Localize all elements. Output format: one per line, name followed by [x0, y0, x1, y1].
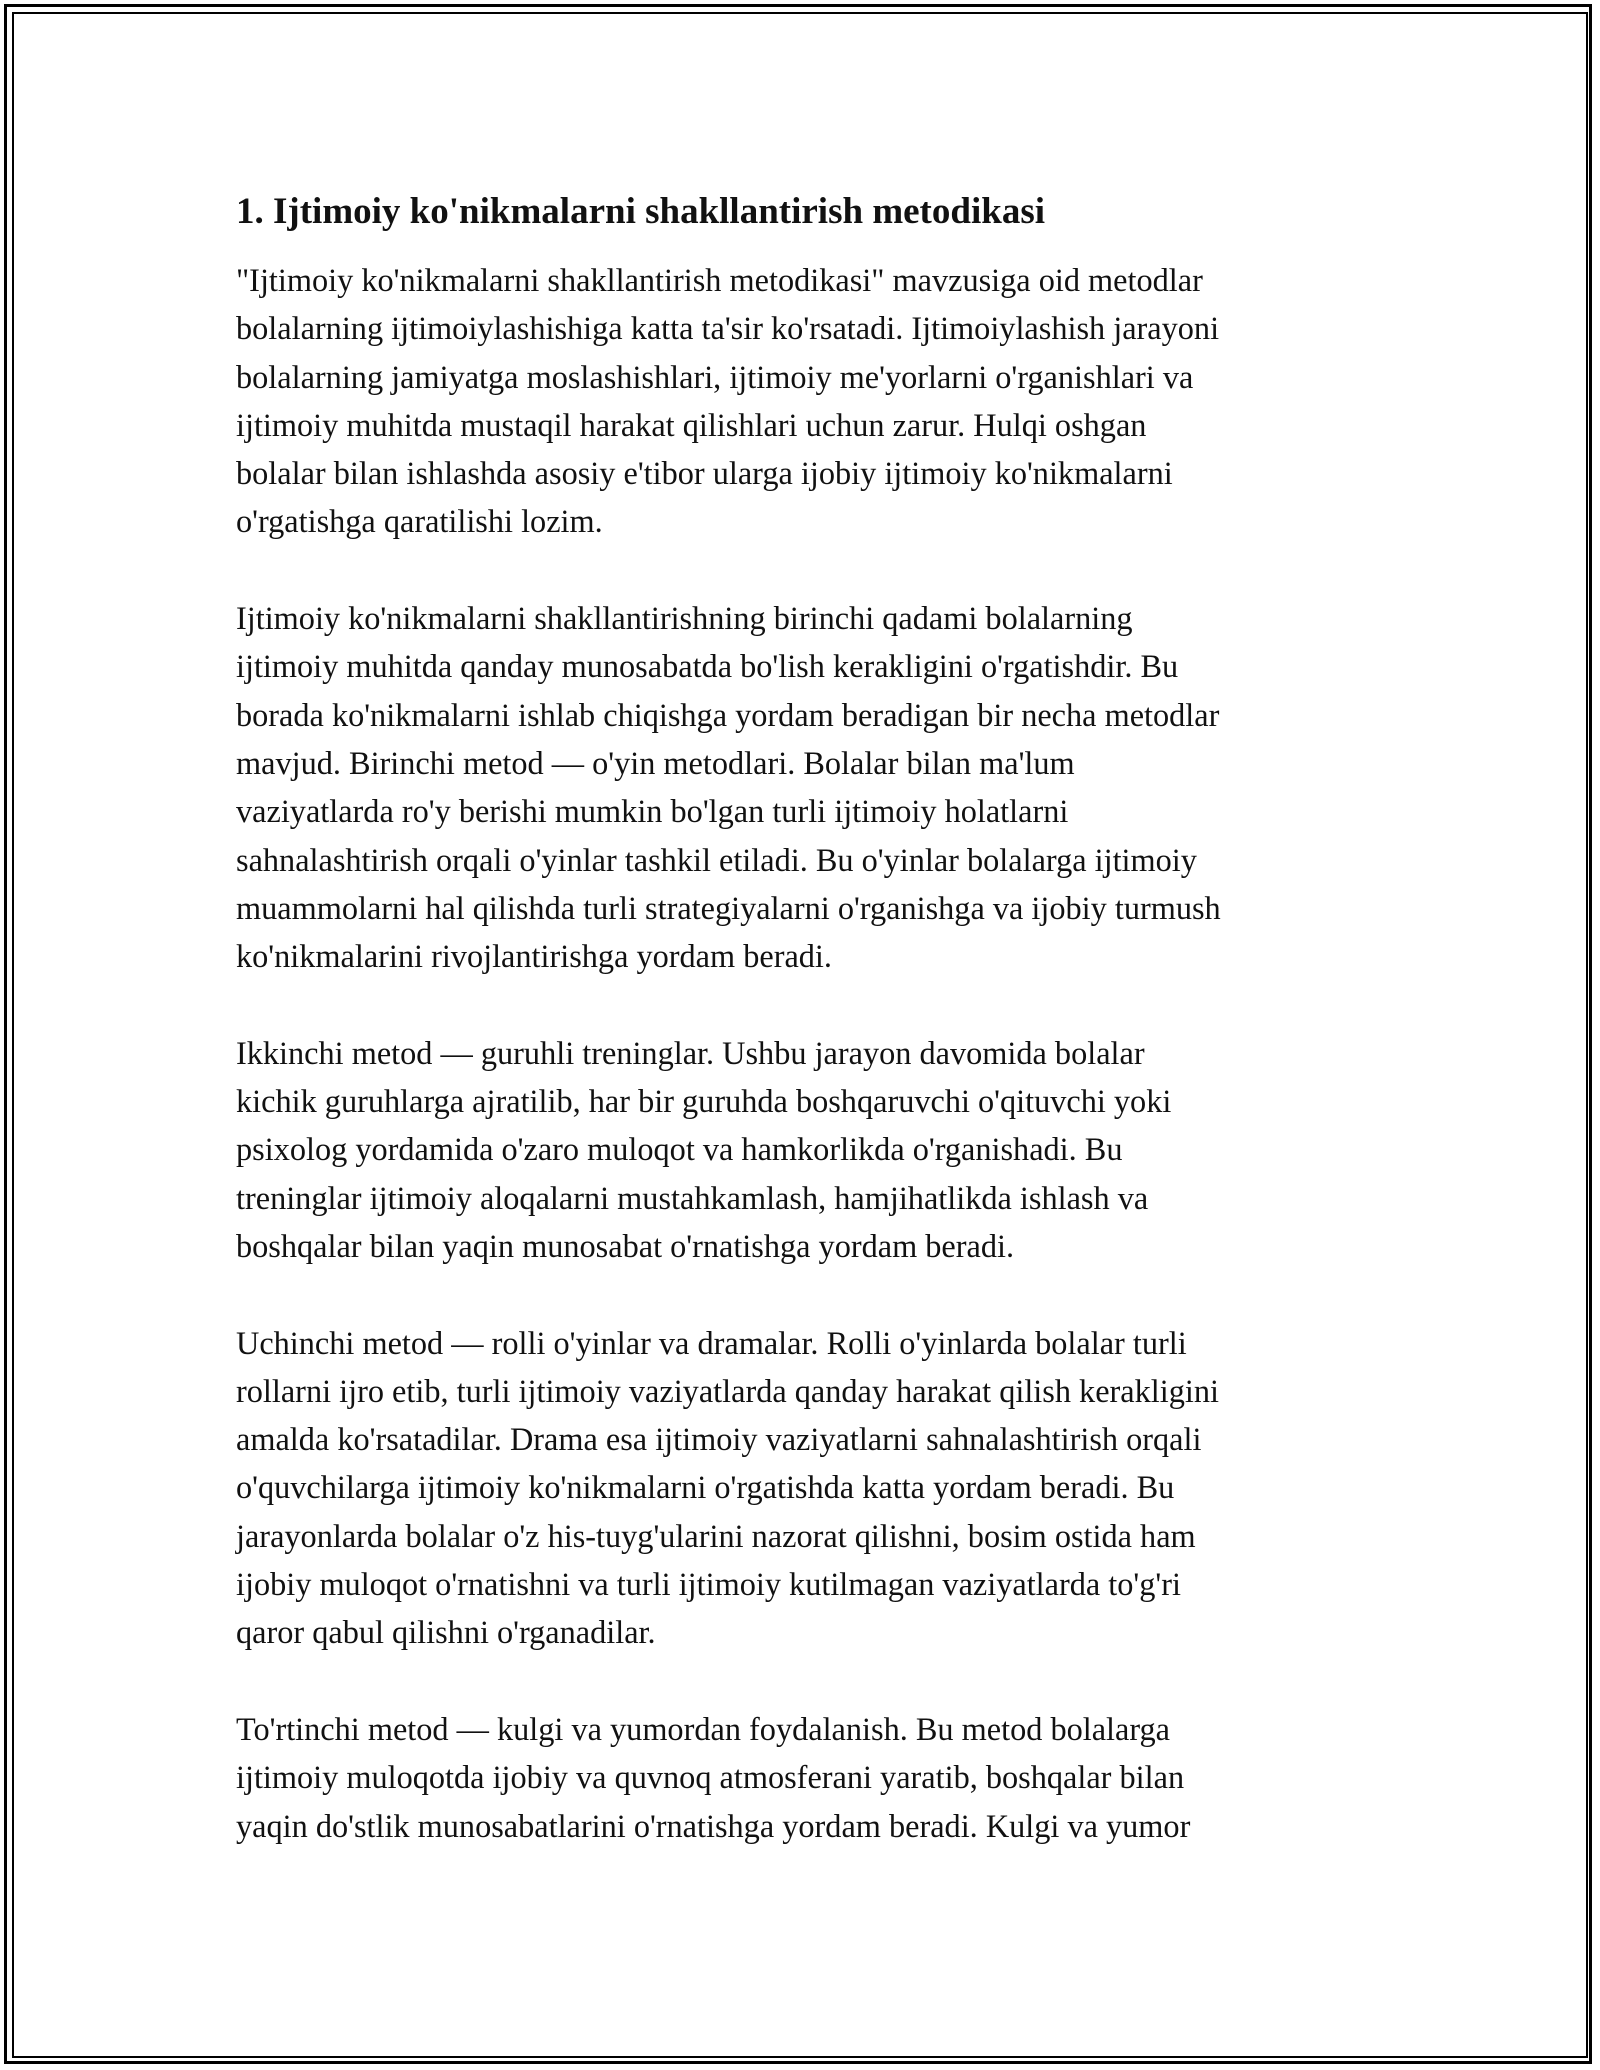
- paragraph-3: [236, 1029, 1366, 1270]
- text-line: Ikkinchi metod — guruhli treninglar. Ushbu jarayon davomida bolalar: [236, 1034, 1145, 1071]
- text-line: "Ijtimoiy ko'nikmalarni shakllantirish metodikasi" mavzusiga oid metodlar: [236, 262, 1203, 298]
- text-line: qaror qabul qilishni o'rganadilar.: [236, 1614, 656, 1651]
- paragraph-4: [236, 1319, 1366, 1657]
- text-line: Uchinchi metod — rolli o'yinlar va dramalar. Rolli o'yinlarda bolalar turli: [236, 1324, 1187, 1361]
- text-line: ijobiy muloqot o'rnatishni va turli ijtimoiy kutilmagan vaziyatlarda to'g'ri: [236, 1566, 1181, 1603]
- text-line: boshqalar bilan yaqin munosabat o'rnatishga yordam beradi.: [236, 1227, 1015, 1264]
- text-line: Ijtimoiy ko'nikmalarni shakllantirishning birinchi qadami bolalarning: [236, 600, 1133, 637]
- section-heading: 1. Ijtimoiy ko'nikmalarni shakllantirish metodikasi: [236, 191, 1045, 232]
- text-line: sahnalashtirish orqali o'yinlar tashkil etiladi. Bu o'yinlar bolalarga ijtimoiy: [236, 841, 1197, 878]
- text-line: rollarni ijro etib, turli ijtimoiy vaziyatlarda qanday harakat qilish kerakligini: [236, 1372, 1219, 1409]
- text-line: jarayonlarda bolalar o'z his-tuyg'ularini nazorat qilishni, bosim ostida ham: [236, 1517, 1196, 1554]
- text-line: psixolog yordamida o'zaro muloqot va hamkorlikda o'rganishadi. Bu: [236, 1131, 1123, 1168]
- text-line: o'quvchilarga ijtimoiy ko'nikmalarni o'rgatishda katta yordam beradi. Bu: [236, 1469, 1175, 1506]
- text-line: ijtimoiy muhitda mustaqil harakat qilishlari uchun zarur. Hulqi oshgan: [236, 406, 1147, 443]
- text-line: amalda ko'rsatadilar. Drama esa ijtimoiy vaziyatlarni sahnalashtirish orqali: [236, 1421, 1202, 1458]
- text-line: ko'nikmalarini rivojlantirishga yordam beradi.: [236, 938, 832, 975]
- text-line: bolalarning ijtimoiylashishiga katta ta'sir ko'rsatadi. Ijtimoiylashish jarayoni: [236, 310, 1220, 347]
- text-line: treninglar ijtimoiy aloqalarni mustahkamlash, hamjihatlikda ishlash va: [236, 1179, 1149, 1216]
- text-line: To'rtinchi metod — kulgi va yumordan foydalanish. Bu metod bolalarga: [236, 1710, 1171, 1747]
- text-line: ijtimoiy muloqotda ijobiy va quvnoq atmosferani yaratib, boshqalar bilan: [236, 1759, 1185, 1796]
- text-line: o'rgatishga qaratilishi lozim.: [236, 503, 603, 540]
- text-line: vaziyatlarda ro'y berishi mumkin bo'lgan turli ijtimoiy holatlarni: [236, 793, 1069, 830]
- text-line: ijtimoiy muhitda qanday munosabatda bo'lish kerakligini o'rgatishdir. Bu: [236, 648, 1179, 685]
- paragraph-2: [236, 594, 1366, 980]
- text-line: bolalarning jamiyatga moslashishlari, ijtimoiy me'yorlarni o'rganishlari va: [236, 358, 1194, 395]
- text-line: borada ko'nikmalarni ishlab chiqishga yordam beradigan bir necha metodlar: [236, 696, 1220, 733]
- text-line: yaqin do'stlik munosabatlarini o'rnatishga yordam beradi. Kulgi va yumor: [236, 1807, 1191, 1844]
- document-body: [236, 188, 1366, 1898]
- text-line: kichik guruhlarga ajratilib, har bir guruhda boshqaruvchi o'qituvchi yoki: [236, 1083, 1172, 1120]
- text-line: muammolarni hal qilishda turli strategiyalarni o'rganishga va ijobiy turmush: [236, 889, 1221, 926]
- text-line: bolalar bilan ishlashda asosiy e'tibor ularga ijobiy ijtimoiy ko'nikmalarni: [236, 455, 1173, 492]
- paragraph-5: [236, 1705, 1366, 1850]
- paragraph-1: [236, 256, 1366, 546]
- text-line: mavjud. Birinchi metod — o'yin metodlari. Bolalar bilan ma'lum: [236, 744, 1075, 781]
